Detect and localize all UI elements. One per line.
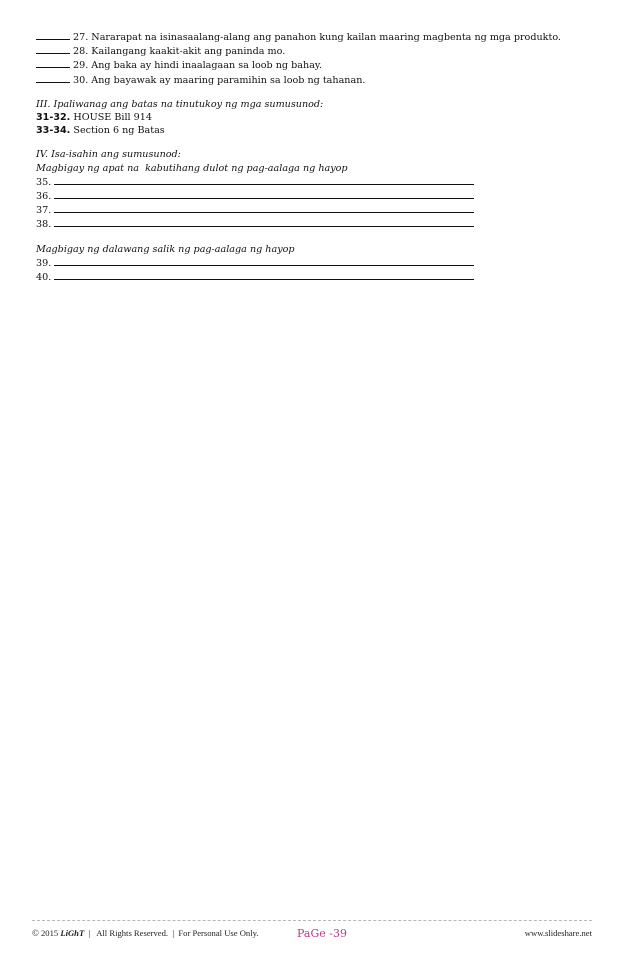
answer-row	[36, 189, 606, 203]
answer-row	[36, 203, 606, 217]
answer-line[interactable]	[54, 256, 474, 266]
true-false-item-28	[36, 44, 606, 58]
worksheet-content	[36, 30, 606, 284]
section-3-item	[36, 111, 606, 124]
item-number: 40.	[36, 272, 52, 284]
item-number: 35.	[36, 176, 52, 188]
item-text: HOUSE Bill 914	[73, 112, 152, 124]
spacer	[36, 137, 606, 148]
true-false-item-29	[36, 58, 606, 72]
item-number: 31-32.	[36, 112, 71, 124]
answer-blank[interactable]	[36, 30, 70, 40]
section-4-heading: IV. Isa-isahin ang sumusunod:	[36, 149, 181, 161]
item-text: 28. Kailangang kaakit-akit ang paninda mo.	[73, 46, 286, 58]
answer-line[interactable]	[54, 189, 474, 199]
answer-line[interactable]	[54, 203, 474, 213]
answer-blank[interactable]	[36, 73, 70, 83]
answer-line[interactable]	[54, 217, 474, 227]
item-number: 38.	[36, 219, 52, 231]
section-4-subheading: Magbigay ng apat na kabutihang dulot ng pag-aalaga ng hayop	[36, 162, 348, 174]
spacer	[36, 232, 606, 243]
answer-blank[interactable]	[36, 44, 70, 54]
item-number: 37.	[36, 205, 52, 217]
answer-row	[36, 175, 606, 189]
item-number: 39.	[36, 257, 52, 269]
answer-row	[36, 217, 606, 231]
answer-line[interactable]	[54, 175, 474, 185]
footer-website-link[interactable]: www.slideshare.net	[524, 928, 592, 938]
answer-row	[36, 270, 606, 284]
item-number: 36.	[36, 191, 52, 203]
footer-divider	[32, 920, 592, 921]
page-footer	[32, 927, 592, 941]
item-text: 29. Ang baka ay hindi inaalagaan sa loob ng bahay.	[73, 60, 323, 72]
item-number: 33-34.	[36, 125, 71, 137]
item-text: 30. Ang bayawak ay maaring paramihin sa loob ng tahanan.	[73, 74, 366, 86]
copyright-icon: ©	[32, 928, 39, 938]
answer-blank[interactable]	[36, 58, 70, 68]
section-4-subheading: Magbigay ng dalawang salik ng pag-aalaga ng hayop	[36, 243, 295, 255]
item-text: Section 6 ng Batas	[73, 125, 165, 137]
footer-brand: LiGhT	[60, 928, 85, 938]
answer-line[interactable]	[54, 270, 474, 280]
answer-row	[36, 256, 606, 270]
footer-rights: | All Rights Reserved. | For Personal Use Only.	[88, 928, 259, 938]
spacer	[36, 87, 606, 98]
true-false-item-30	[36, 73, 606, 87]
section-3-heading: III. Ipaliwanag ang batas na tinutukoy ng mga sumusunod:	[36, 98, 324, 110]
page-number: PaGe -39	[297, 927, 347, 940]
footer-copyright	[32, 928, 259, 938]
item-text: 27. Nararapat na isinasaalang-alang ang panahon kung kailan maaring magbenta ng mga produkto.	[73, 32, 561, 43]
footer-year: 2015	[41, 928, 59, 938]
true-false-item-27	[36, 30, 606, 44]
section-3-item	[36, 124, 606, 137]
